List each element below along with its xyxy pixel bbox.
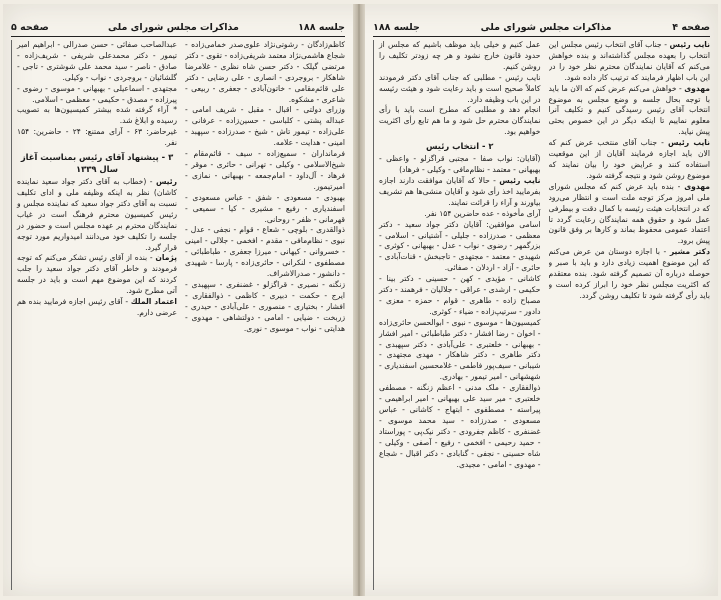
right-header-page-number: صفحه ۴ bbox=[672, 21, 710, 33]
left-page-column-left bbox=[11, 40, 177, 590]
left-header-title: مذاکرات مجلس شورای ملی bbox=[107, 21, 239, 33]
speech-text: با اجازه دوستان من عرض می‌کنم که این موضوع اهمیت زیادی دارد و باید با صبر و حوصله درباره آن تصمیم گرفته شود. بنده معتقدم که اکثریت مجلس نظر خود را ابراز کرده است و باید رأی گرفته شود تا تکلیف روشن گردد. bbox=[548, 247, 710, 300]
speech-paragraph: انجام دهد و مطلبی که مطرح است باید با رأی نمایندگان محترم حل شود و ما هم تابع رأی اکثریت خواهیم بود. bbox=[379, 105, 541, 137]
speech-paragraph: مهدوی - بنده باید عرض کنم که مجلس شورای ملی امروز مرکز توجه ملت است و انتظار می‌رود که در انتخابات هیئت رئیسه با کمال دقت و بیطرفی عمل شود و حقوق همه نمایندگان رعایت گردد تا اعتماد عمومی محفوظ بماند و کارها بر وفق قانون پیش برود. bbox=[548, 181, 710, 246]
speaker-name: اعتماد الملك bbox=[130, 297, 177, 307]
note-paragraph: * آراء گرفته شده بیشتر کمیسیون‌ها به تصویب رسیده و ابلاغ شد. bbox=[17, 105, 177, 126]
speech-paragraph: نایب رئیس - جناب آقای انتخاب رئیس مجلس این انتخاب را بعهده مجلس گذاشته‌اند و بنده خواهش می‌کنم که آقایان نمایندگان محترم نظر خود را در این باب اظهار فرمایند که ترتیب کار داده شود. bbox=[548, 40, 710, 82]
right-header-session: جلسه ۱۸۸ bbox=[373, 21, 420, 33]
left-running-head bbox=[11, 20, 345, 37]
speech-paragraph: نایب رئیس - مطلبی که جناب آقای دکتر فرمودند کاملاً صحیح است و باید رعایت شود و هیئت رئیسه در این باب وظیفه دارد. bbox=[379, 72, 541, 104]
name-list-paragraph: بهبودی - مسعودی - شفق - عباس مسعودی - اسفندیاری - رفیع - مشیری - کیا - سمیعی - قهرمانی - ظفر - روحانی. bbox=[185, 192, 345, 224]
left-page bbox=[3, 4, 353, 596]
speech-text: بنده باید عرض کنم که مجلس شورای ملی امروز مرکز توجه ملت است و انتظار می‌رود که در انتخابات هیئت رئیسه با کمال دقت و بیطرفی عمل شود و حقوق همه نمایندگان رعایت گردد تا اعتماد عمومی محفوظ بماند و کارها بر وفق قانون پیش برود. bbox=[548, 181, 710, 246]
speech-text: حالا که آقایان موافقت دارند اجازه بفرمایید اخذ رأی شود و آقایان منشی‌ها هم تشریف بیاورند و آراء را قرائت نمایند. bbox=[379, 175, 541, 207]
left-columns bbox=[11, 40, 345, 590]
book-gutter bbox=[353, 4, 365, 596]
speech-text: خواهش می‌کنم عرض کنم که الان ما باید با توجه بحال جلسه و وضع مجلس به موضوع انتخاب آقای رئیس رسیدگی کنیم و تکلیف آنرا معلوم نماییم تا اینکه دیگر در این خصوص بحثی پیش نیاید. bbox=[548, 83, 710, 137]
section-heading: ۳ - پیشنهاد آقای رئیس بمناسبت آغاز سال ۱۳۳۹ bbox=[20, 152, 174, 175]
speech-paragraph: نایب رئیس - حالا که آقایان موافقت دارند اجازه بفرمایید اخذ رأی شود و آقایان منشی‌ها هم تشریف بیاورند و آراء را قرائت نمایند. bbox=[379, 175, 541, 207]
right-page bbox=[365, 4, 718, 596]
speaker-name: پژمان bbox=[155, 253, 177, 263]
right-columns bbox=[373, 40, 710, 590]
speech-text: آقای رئیس اجازه فرمایید بنده هم عرضی دارم. bbox=[17, 297, 177, 317]
name-list-paragraph: مجتهدی - اسماعیلی - بهبهانی - موسوی - رضوی - پیرزاده - مصدق - حکیمی - معظمی - اسلامی. bbox=[17, 83, 177, 104]
name-list-paragraph: وزرای دولتی - اقبال - مقبل - شریف امامی - عبداله پشتی - کلباسی - حسین‌زاده - عرفانی - علی‌زاده - تیمور تاش - شیخ - صدرزاده - سپهبد - امینی - هدایت - علامه. bbox=[185, 105, 345, 148]
speech-text: بنده از آقای رئیس تشکر می‌کنم که توجه فرمودند و خاطر آقای دکتر جواد سعید را جلب کردند که این موضوع مهم است و باید در جلسه آتی مطرح شود. bbox=[17, 253, 177, 296]
name-list-paragraph: عبدالصاحب صفائی - حسن صدرالی - ابراهیم امیر تیمور - دکتر محمدعلی شریفی - شریف‌زاده - صادق - ناصر - سید محمد علی شوشتری - تاجی - گلشائیان - بروجردی - نواب - وکیلی. bbox=[17, 40, 177, 82]
right-page-column-right bbox=[549, 40, 711, 590]
speaker-name: نایب رئیس bbox=[499, 175, 541, 185]
speaker-name: نایب رئیس bbox=[668, 138, 710, 148]
speech-paragraph: مهدوی - خواهش می‌کنم عرض کنم که الان ما باید با توجه بحال جلسه و وضع مجلس به موضوع انتخاب آقای رئیس رسیدگی کنیم و تکلیف آنرا معلوم نماییم تا اینکه دیگر در این خصوص بحثی پیش نیاید. bbox=[548, 83, 710, 137]
name-list-paragraph: ذوالفقاری - ملک مدنی - اعظم زنگنه - مصطفی خلعتبری - میر سید علی بهبهانی - امیر ابراهیمی - پیراسته - مصطفوی - ابتهاج - کاشانی - عباس مسعودی - صدرزاده - سید محمد موسوی - غضنفری - کاظم جفرودی - دکتر نیک‌پی - پوراستاد - حمید رحیمی - افخمی - رفیع - آصفی - وکیلی - شاه حسینی - نجفی - گنابادی - دکتر اقبال - شجاع - مهدوی - امامی - مجیدی. bbox=[379, 383, 541, 469]
speech-paragraph: اعتماد الملك - آقای رئیس اجازه فرمایید بنده هم عرضی دارم. bbox=[17, 297, 177, 317]
name-list-paragraph: کاظم‌زادگان - رشوتی‌نژاد علوی‌صدر خمامی‌زاده - شجاع هاشمی‌نژاد معتمد شریفی‌زاده - تقوی - دکتر مرتضی گیلک - دکتر حسن شاه نظری - غلامرضا شاهکار - بروجردی - انصاری - علی رضایی - دکتر علی قائم‌مقامی - خاتون‌آبادی - جعفری - ربیعی - شاعری - مشکوه. bbox=[185, 40, 345, 104]
section-subheading: (آقایان: نواب صفا - مجتبی قراگزلو - واعظی - بهبهانی - معتمد - نظام‌مافی - وکیلی - فرهاد) bbox=[379, 154, 541, 175]
left-header-page-number: صفحه ۵ bbox=[11, 21, 49, 33]
name-list-paragraph: اسامی موافقین: آقایان دکتر جواد سعید - دکتر معظمی - صدرزاده - جلیلی - آشتیانی - اسلامی - بزرگمهر - رضوی - نواب - عدل - بهبهانی - کوثری - شهیدی - معتمد - مجتهدی - تاجبخش - قنات‌آبادی - حائری - آزاد - اردلان - صفائی. bbox=[379, 219, 541, 273]
speaker-name: دکتر مشیر bbox=[669, 247, 710, 257]
name-list-paragraph: آرای مأخوذه - عده حاضرین ۱۵۴ نفر. bbox=[424, 208, 541, 218]
name-list-paragraph: فرمانداران - سمیع‌زاده - سیف - قائم‌مقام - شیخ‌الاسلامی - وکیلی - تهرانی - حائری - موقر - فرهاد - آل‌داود - امام‌جمعه - بهبهانی - نمازی - امیرتیمور. bbox=[185, 149, 345, 191]
left-header-session: جلسه ۱۸۸ bbox=[298, 21, 345, 33]
speech-paragraph: پژمان - بنده از آقای رئیس تشکر می‌کنم که توجه فرمودند و خاطر آقای دکتر جواد سعید را جلب کردند که این موضوع مهم است و باید در جلسه آتی مطرح شود. bbox=[17, 253, 177, 296]
speech-text: جناب آقای انتخاب رئیس مجلس این انتخاب را بعهده مجلس گذاشته‌اند و بنده خواهش می‌کنم که آقایان نمایندگان محترم نظر خود را در این باب اظهار فرمایند که ترتیب کار داده شود. bbox=[548, 40, 710, 82]
vote-summary: غیرحاضر: ۶۳ - آرای ممتنع: ۲۴ - حاضرین: ۱۵۴ نفر. bbox=[17, 127, 177, 148]
section-heading: ۲ - انتخاب رئیس bbox=[425, 141, 494, 152]
right-running-head bbox=[373, 20, 710, 37]
name-list-paragraph: ذوالقدری - بلوچی - شعاع - قوام - نجفی - عدل - نبوی - نظام‌مافی - مقدم - افخمی - جلالی - امینی - خسروانی - کیهانی - میرزا جعفری - طباطبائی - مصطفوی - لنکرانی - حائری‌زاده - پارسا - شهیدی - دانشور - صدرالاشراف. bbox=[185, 225, 345, 279]
speech-paragraph: نایب رئیس - جناب آقای منتخب عرض کنم که الان باید اجازه فرمایند آقایان از این موقعیت استفاده کنند و عرایض خود را بیان نمایند که موضوع روشن شود و نتیجه گرفته شود. bbox=[548, 138, 710, 180]
name-list-paragraph: کاشانی - مؤیدی - کهن - حسینی - دکتر بینا - حکیمی - ارشدی - عراقی - جلالیان - فرهمند - دکتر مصباح زاده - طاهری - قوام - حمزه - معزی - دادور - سرتیپ‌زاده - ضیاء - کوثری. bbox=[379, 274, 541, 316]
speaker-name: مهدوی bbox=[684, 83, 710, 93]
book-spread bbox=[3, 4, 718, 596]
right-page-column-left bbox=[373, 40, 541, 590]
speech-text: جناب آقای منتخب عرض کنم که الان باید اجازه فرمایند آقایان از این موقعیت استفاده کنند و عرایض خود را بیان نمایند که موضوع روشن شود و نتیجه گرفته شود. bbox=[548, 138, 710, 180]
speaker-name: نایب رئیس bbox=[669, 40, 710, 49]
speech-paragraph: رئیس - (خطاب به آقای دکتر جواد سعید نماینده کاشان) نظر به اینکه وظیفه ملی و ادای تکلیف نسبت به آقای دکتر جواد سعید که نماینده مجلس و رئیس کمیسیون محترم فرهنگ است در غیاب نمایندگان محترم بر عهده مجلس است و حضور در جلسه را تکلیف خود می‌دانند امیدواریم مورد توجه قرار گیرد. bbox=[17, 177, 177, 252]
name-list-paragraph: کمیسیون‌ها - موسوی - نبوی - ابوالحسن حائری‌زاده - اخوان - رضا افشار - دکتر طباطبائی - امیر افشار - بهبهانی - خلعتبری - علی‌آبادی - دکتر سپهبدی - دکتر طاهری - دکتر شاهکار - مهدی مجتهدی - شیبانی - سیف‌پور فاطمی - غلامحسین اسفندیاری - شهشهانی - امیر تیمور - بهادری. bbox=[379, 317, 541, 382]
speaker-name: مهدوی bbox=[684, 181, 710, 191]
speech-text: (خطاب به آقای دکتر جواد سعید نماینده کاشان) نظر به اینکه وظیفه ملی و ادای تکلیف نسبت به آقای دکتر جواد سعید که نماینده مجلس و رئیس کمیسیون محترم فرهنگ است در غیاب نمایندگان محترم بر عهده مجلس است و حضور در جلسه را تکلیف خود می‌دانند امیدواریم مورد توجه قرار گیرد. bbox=[17, 177, 177, 252]
left-page-column-right bbox=[185, 40, 345, 590]
speaker-name: رئیس bbox=[155, 177, 177, 187]
speech-paragraph: عمل کنیم و خیلی باید موظف باشیم که مجلس از حدود قانون خارج نشود و هر چه زودتر تکلیف را روشن کنیم. bbox=[379, 40, 541, 71]
speech-paragraph: دکتر مشیر - با اجازه دوستان من عرض می‌کنم که این موضوع اهمیت زیادی دارد و باید با صبر و حوصله درباره آن تصمیم گرفته شود. بنده معتقدم که اکثریت مجلس نظر خود را ابراز کرده است و باید رأی گرفته شود تا تکلیف روشن گردد. bbox=[548, 247, 710, 300]
name-list-paragraph: زنگنه - نصیری - قراگزلو - غضنفری - سپهبدی - ایرج - حکمت - دبیری - کاظمی - ذوالفقاری - افشار - بختیاری - منصوری - علی‌آبادی - حیدری - زربخت - ضیایی - امامی - دولتشاهی - مهدوی - هدایتی - نواب - موسوی - نوری. bbox=[185, 279, 345, 333]
right-header-title: مذاکرات مجلس شورای ملی bbox=[480, 21, 612, 33]
